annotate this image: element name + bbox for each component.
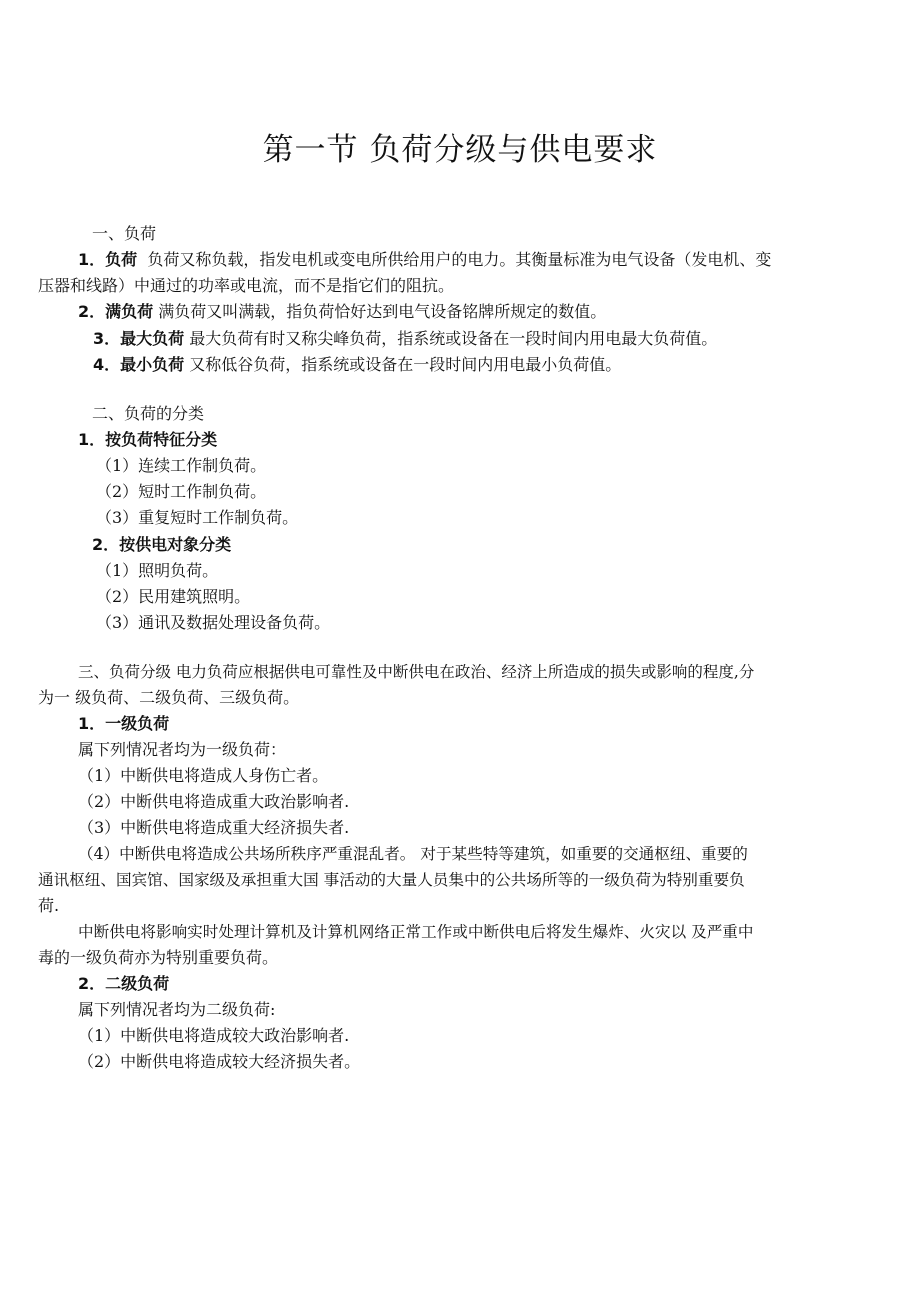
term-text: 又称低谷负荷，指系统或设备在一段时间内用电最小负荷值。 [189,355,622,374]
list-item: （3）通讯及数据处理设备负荷。 [96,613,331,632]
paragraph-line [78,247,771,273]
term-text: 最大负荷有时又称尖峰负荷，指系统或设备在一段时间内用电最大负荷值。 [189,329,718,348]
subheading: 2．二级负荷 [78,974,170,993]
paragraph-line: 压器和线路）中通过的功率或电流，而不是指它们的阻抗。 [38,276,455,295]
list-item: （2）民用建筑照明。 [96,587,251,606]
term-label: 3．最大负荷 [93,329,185,348]
paragraph-line: 属下列情况者均为二级负荷: [78,1000,276,1019]
list-item: （2）中断供电将造成较大经济损失者。 [78,1052,361,1071]
list-item: （3）重复短时工作制负荷。 [96,508,299,527]
term-label: 2．满负荷 [78,302,154,321]
list-item: （1）中断供电将造成人身伤亡者。 [78,766,329,785]
paragraph-line: 通讯枢纽、国宾馆、国家级及承担重大国 事活动的大量人员集中的公共场所等的一级负荷为特别重要负 [38,871,745,889]
section-heading: 一、负荷 [92,224,157,243]
paragraph-line [93,352,621,378]
subheading: 1．按负荷特征分类 [78,430,218,449]
subheading: 1．一级负荷 [78,714,170,733]
list-item: （2）短时工作制负荷。 [96,482,267,501]
paragraph-line [93,326,717,352]
term-label: 1．负荷 [78,250,138,269]
subheading: 2．按供电对象分类 [92,535,232,554]
list-item: （1）中断供电将造成较大政治影响者. [78,1026,350,1045]
page-title: 第一节 负荷分级与供电要求 [262,132,658,168]
list-item: （1）连续工作制负荷。 [96,456,267,475]
list-item: （2）中断供电将造成重大政治影响者. [78,792,350,811]
list-item: （3）中断供电将造成重大经济损失者. [78,818,350,837]
paragraph-line [78,299,606,325]
list-item: （1）照明负荷。 [96,561,219,580]
paragraph-line: 毒的一级负荷亦为特别重要负荷。 [38,948,279,967]
term-label: 4．最小负荷 [93,355,185,374]
term-text: 满负荷又叫满载，指负荷恰好达到电气设备铭牌所规定的数值。 [158,302,607,321]
paragraph-line: 为一 级负荷、二级负荷、三级负荷。 [38,688,300,707]
paragraph-line: 中断供电将影响实时处理计算机及计算机网络正常工作或中断供电后将发生爆炸、火灾以 及严重中 [78,923,754,941]
term-text: 负荷又称负载，指发电机或变电所供给用户的电力。其衡量标准为电气设备（发电机、变 [147,250,772,269]
paragraph-line: 属下列情况者均为一级负荷： [78,740,287,759]
paragraph-line: 三、负荷分级 电力负荷应根据供电可靠性及中断供电在政治、经济上所造成的损失或影响的程度,分 [78,663,755,681]
section-heading: 二、负荷的分类 [92,404,205,423]
paragraph-line: 荷. [38,896,60,915]
list-item: （4）中断供电将造成公共场所秩序严重混乱者。 对于某些特等建筑，如重要的交通枢纽、重要的 [78,845,748,863]
